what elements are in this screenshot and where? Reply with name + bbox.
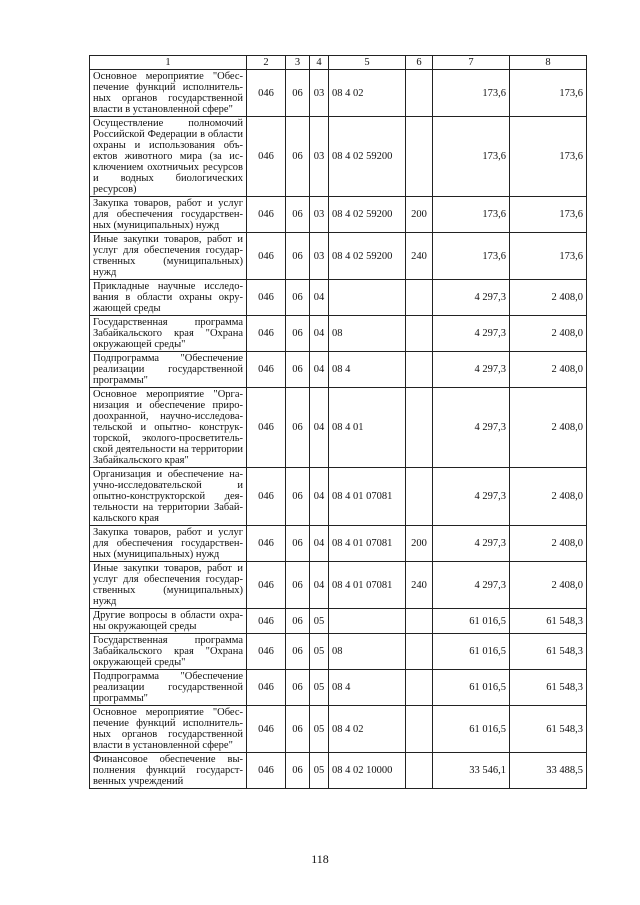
- row-name: Основное мероприятие "Обеспечение функций исполнительных органов государственной власти в установленной сфере": [90, 70, 247, 117]
- amount-col-8: 173,6: [510, 117, 587, 197]
- amount-col-8: 173,6: [510, 233, 587, 280]
- header-row: [90, 56, 587, 70]
- amount-col-8: 173,6: [510, 197, 587, 233]
- target-article-code: 08 4 02: [329, 70, 406, 117]
- amount-col-7: 61 016,5: [433, 634, 510, 670]
- expense-type-code: [406, 117, 433, 197]
- table-body: [90, 70, 587, 789]
- section-code: 06: [286, 197, 310, 233]
- target-article-code: 08 4 02 59200: [329, 117, 406, 197]
- section-code: 06: [286, 468, 310, 526]
- table-row: [90, 753, 587, 789]
- section-code: 06: [286, 280, 310, 316]
- target-article-code: 08 4 02: [329, 706, 406, 753]
- row-name: Иные закупки товаров, работ и услуг для обеспечения государственных (муниципальных) нужд: [90, 562, 247, 609]
- column-header-8: 8: [510, 56, 587, 70]
- amount-col-7: 61 016,5: [433, 706, 510, 753]
- amount-col-7: 33 546,1: [433, 753, 510, 789]
- subsection-code: 05: [310, 670, 329, 706]
- table-row: [90, 634, 587, 670]
- amount-col-8: 61 548,3: [510, 634, 587, 670]
- row-name: Финансовое обеспечение выполнения функций государственных учреждений: [90, 753, 247, 789]
- section-code: 06: [286, 706, 310, 753]
- expense-type-code: [406, 316, 433, 352]
- table-row: [90, 280, 587, 316]
- subsection-code: 04: [310, 468, 329, 526]
- expense-type-code: [406, 388, 433, 468]
- amount-col-7: 4 297,3: [433, 352, 510, 388]
- amount-col-7: 4 297,3: [433, 316, 510, 352]
- subsection-code: 04: [310, 280, 329, 316]
- target-article-code: 08 4: [329, 352, 406, 388]
- ministry-code: 046: [247, 197, 286, 233]
- section-code: 06: [286, 70, 310, 117]
- expense-type-code: 200: [406, 197, 433, 233]
- column-header-7: 7: [433, 56, 510, 70]
- row-name: Закупка товаров, работ и услуг для обеспечения государственных (муниципальных) нужд: [90, 526, 247, 562]
- expense-type-code: [406, 634, 433, 670]
- budget-table: [89, 55, 587, 789]
- row-name: Основное мероприятие "Обеспечение функций исполнительных органов государственной власти в установленной сфере": [90, 706, 247, 753]
- amount-col-8: 2 408,0: [510, 316, 587, 352]
- subsection-code: 05: [310, 609, 329, 634]
- row-name: Другие вопросы в области охраны окружающей среды: [90, 609, 247, 634]
- expense-type-code: [406, 753, 433, 789]
- target-article-code: 08 4 01 07081: [329, 526, 406, 562]
- row-name: Подпрограмма "Обеспечение реализации государственной программы": [90, 352, 247, 388]
- target-article-code: 08: [329, 634, 406, 670]
- subsection-code: 05: [310, 634, 329, 670]
- table-row: [90, 352, 587, 388]
- ministry-code: 046: [247, 316, 286, 352]
- row-name: Подпрограмма "Обеспечение реализации государственной программы": [90, 670, 247, 706]
- section-code: 06: [286, 670, 310, 706]
- table-row: [90, 197, 587, 233]
- table-row: [90, 609, 587, 634]
- expense-type-code: [406, 609, 433, 634]
- ministry-code: 046: [247, 388, 286, 468]
- table-row: [90, 526, 587, 562]
- amount-col-8: 2 408,0: [510, 280, 587, 316]
- expense-type-code: [406, 670, 433, 706]
- target-article-code: 08 4 01 07081: [329, 562, 406, 609]
- table-row: [90, 706, 587, 753]
- column-header-4: 4: [310, 56, 329, 70]
- ministry-code: 046: [247, 753, 286, 789]
- row-name: Государственная программа Забайкальского края "Охрана окружающей среды": [90, 634, 247, 670]
- subsection-code: 03: [310, 70, 329, 117]
- row-name: Закупка товаров, работ и услуг для обеспечения государственных (муниципальных) нужд: [90, 197, 247, 233]
- amount-col-8: 2 408,0: [510, 468, 587, 526]
- ministry-code: 046: [247, 468, 286, 526]
- amount-col-7: 173,6: [433, 197, 510, 233]
- section-code: 06: [286, 634, 310, 670]
- subsection-code: 05: [310, 753, 329, 789]
- ministry-code: 046: [247, 634, 286, 670]
- amount-col-8: 61 548,3: [510, 706, 587, 753]
- ministry-code: 046: [247, 670, 286, 706]
- section-code: 06: [286, 562, 310, 609]
- ministry-code: 046: [247, 280, 286, 316]
- table-row: [90, 388, 587, 468]
- amount-col-7: 173,6: [433, 117, 510, 197]
- amount-col-7: 4 297,3: [433, 562, 510, 609]
- amount-col-8: 173,6: [510, 70, 587, 117]
- subsection-code: 03: [310, 233, 329, 280]
- ministry-code: 046: [247, 233, 286, 280]
- table-row: [90, 70, 587, 117]
- ministry-code: 046: [247, 352, 286, 388]
- subsection-code: 04: [310, 352, 329, 388]
- expense-type-code: [406, 468, 433, 526]
- target-article-code: 08 4 02 59200: [329, 233, 406, 280]
- section-code: 06: [286, 117, 310, 197]
- amount-col-7: 4 297,3: [433, 468, 510, 526]
- amount-col-8: 61 548,3: [510, 670, 587, 706]
- ministry-code: 046: [247, 706, 286, 753]
- column-header-5: 5: [329, 56, 406, 70]
- target-article-code: [329, 609, 406, 634]
- subsection-code: 03: [310, 117, 329, 197]
- page-number: 118: [311, 852, 329, 866]
- target-article-code: 08 4 01: [329, 388, 406, 468]
- ministry-code: 046: [247, 526, 286, 562]
- ministry-code: 046: [247, 609, 286, 634]
- amount-col-7: 4 297,3: [433, 280, 510, 316]
- section-code: 06: [286, 388, 310, 468]
- expense-type-code: 240: [406, 233, 433, 280]
- ministry-code: 046: [247, 117, 286, 197]
- amount-col-8: 2 408,0: [510, 562, 587, 609]
- subsection-code: 04: [310, 562, 329, 609]
- table-row: [90, 670, 587, 706]
- expense-type-code: 240: [406, 562, 433, 609]
- subsection-code: 04: [310, 526, 329, 562]
- row-name: Основное мероприятие "Организация и обеспечение природоохранной, научно-исследовательской и опытно- конструкторской, эколого-просветительской деятельности на территории Забайкальского края": [90, 388, 247, 468]
- target-article-code: [329, 280, 406, 316]
- table-row: [90, 562, 587, 609]
- row-name: Осуществление полномочий Российской Федерации в области охраны и использования объектов животного мира (за исключением охотничьих ресурсов и водных биологических ресурсов): [90, 117, 247, 197]
- amount-col-7: 61 016,5: [433, 670, 510, 706]
- table-row: [90, 468, 587, 526]
- amount-col-7: 173,6: [433, 70, 510, 117]
- expense-type-code: [406, 280, 433, 316]
- ministry-code: 046: [247, 70, 286, 117]
- amount-col-8: 2 408,0: [510, 526, 587, 562]
- column-header-3: 3: [286, 56, 310, 70]
- amount-col-7: 61 016,5: [433, 609, 510, 634]
- target-article-code: 08 4 01 07081: [329, 468, 406, 526]
- table-row: [90, 316, 587, 352]
- table-row: [90, 117, 587, 197]
- section-code: 06: [286, 609, 310, 634]
- subsection-code: 03: [310, 197, 329, 233]
- row-name: Прикладные научные исследования в области охраны окружающей среды: [90, 280, 247, 316]
- amount-col-8: 2 408,0: [510, 352, 587, 388]
- section-code: 06: [286, 526, 310, 562]
- table-row: [90, 233, 587, 280]
- section-code: 06: [286, 753, 310, 789]
- target-article-code: 08: [329, 316, 406, 352]
- amount-col-8: 2 408,0: [510, 388, 587, 468]
- amount-col-7: 4 297,3: [433, 388, 510, 468]
- target-article-code: 08 4: [329, 670, 406, 706]
- subsection-code: 04: [310, 388, 329, 468]
- column-header-2: 2: [247, 56, 286, 70]
- row-name: Государственная программа Забайкальского края "Охрана окружающей среды": [90, 316, 247, 352]
- expense-type-code: [406, 352, 433, 388]
- column-header-6: 6: [406, 56, 433, 70]
- section-code: 06: [286, 316, 310, 352]
- expense-type-code: [406, 70, 433, 117]
- section-code: 06: [286, 233, 310, 280]
- expense-type-code: 200: [406, 526, 433, 562]
- row-name: Организация и обеспечение научно-исследовательской и опытно-конструкторской деятельности на территории Забайкальского края: [90, 468, 247, 526]
- target-article-code: 08 4 02 10000: [329, 753, 406, 789]
- row-name: Иные закупки товаров, работ и услуг для обеспечения государственных (муниципальных) нужд: [90, 233, 247, 280]
- target-article-code: 08 4 02 59200: [329, 197, 406, 233]
- amount-col-8: 61 548,3: [510, 609, 587, 634]
- column-header-1: 1: [90, 56, 247, 70]
- expense-type-code: [406, 706, 433, 753]
- ministry-code: 046: [247, 562, 286, 609]
- subsection-code: 05: [310, 706, 329, 753]
- amount-col-7: 173,6: [433, 233, 510, 280]
- subsection-code: 04: [310, 316, 329, 352]
- amount-col-8: 33 488,5: [510, 753, 587, 789]
- section-code: 06: [286, 352, 310, 388]
- amount-col-7: 4 297,3: [433, 526, 510, 562]
